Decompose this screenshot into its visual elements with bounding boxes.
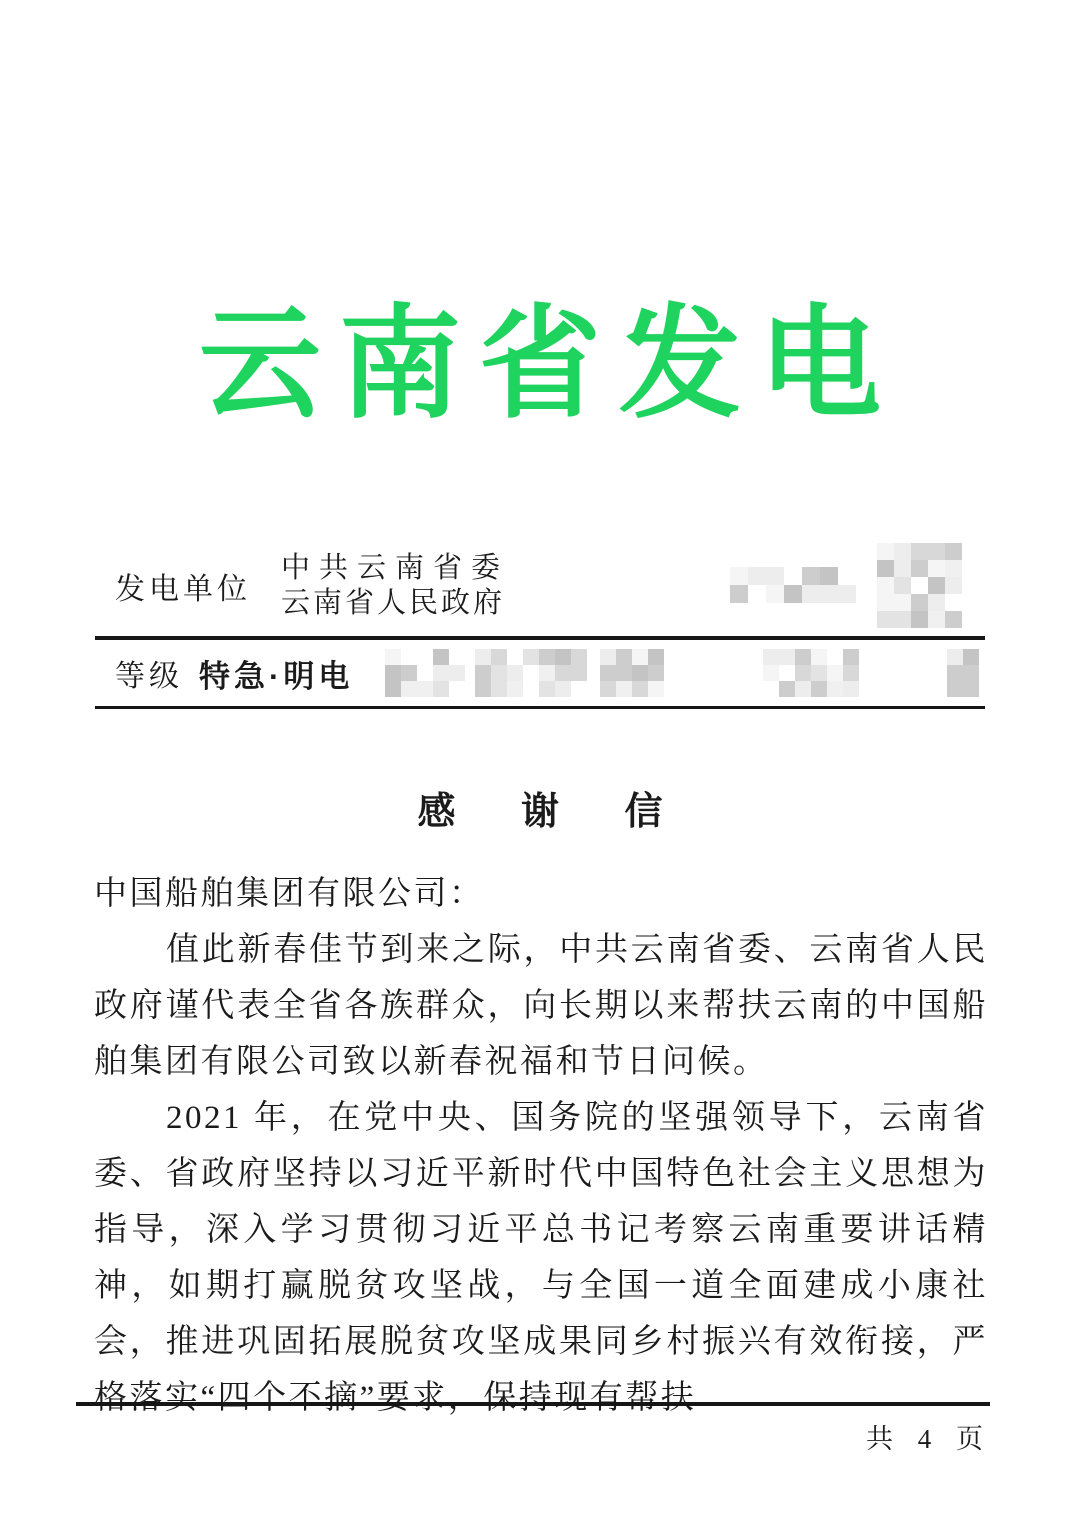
redaction-mosaic (475, 649, 587, 697)
redaction-mosaic (600, 649, 664, 697)
telegram-banner-title: 云南省发电 (199, 298, 899, 433)
letter-body (94, 866, 988, 1426)
sender-field-value (281, 551, 509, 621)
page-count-label: 共 4 页 (866, 1424, 992, 1454)
sender-value-line1: 中共云南省委 (281, 552, 510, 584)
redaction-mosaic (730, 567, 856, 603)
grade-field-row (95, 640, 985, 709)
redaction-mosaic (385, 649, 465, 697)
grade-field-label: 等级 (115, 660, 183, 693)
letter-salutation: 中国船舶集团有限公司： (94, 876, 485, 912)
redaction-mosaic (877, 543, 962, 628)
letter-paragraph-1: 值此新春佳节到来之际，中共云南省委、云南省人民政府谨代表全省各族群众，向长期以来帮扶云南的中国船舶集团有限公司致以新春祝福和节日问候。 (94, 932, 988, 1080)
redaction-mosaic (763, 649, 859, 697)
letter-paragraph-2: 2021 年，在党中央、国务院的坚强领导下，云南省委、省政府坚持以习近平新时代中国特色社会主义思想为指导，深入学习贯彻习近平总书记考察云南重要讲话精神，如期打赢脱贫攻坚战，与全国一道全面建成小康社会，推进巩固拓展脱贫攻坚成果同乡村振兴有效衔接，严格落实“四个不摘”要求，保持现有帮扶 (94, 1100, 988, 1416)
footer-divider (76, 1402, 990, 1406)
redaction-mosaic (947, 649, 979, 697)
header-fields-table (95, 536, 985, 709)
grade-field-value: 特急·明电 (199, 658, 354, 694)
sender-field-label: 发电单位 (115, 573, 251, 606)
letter-title: 感 谢 信 (417, 791, 691, 833)
sender-value-line2: 云南省人民政府 (281, 587, 506, 619)
sender-field-row (95, 536, 985, 640)
